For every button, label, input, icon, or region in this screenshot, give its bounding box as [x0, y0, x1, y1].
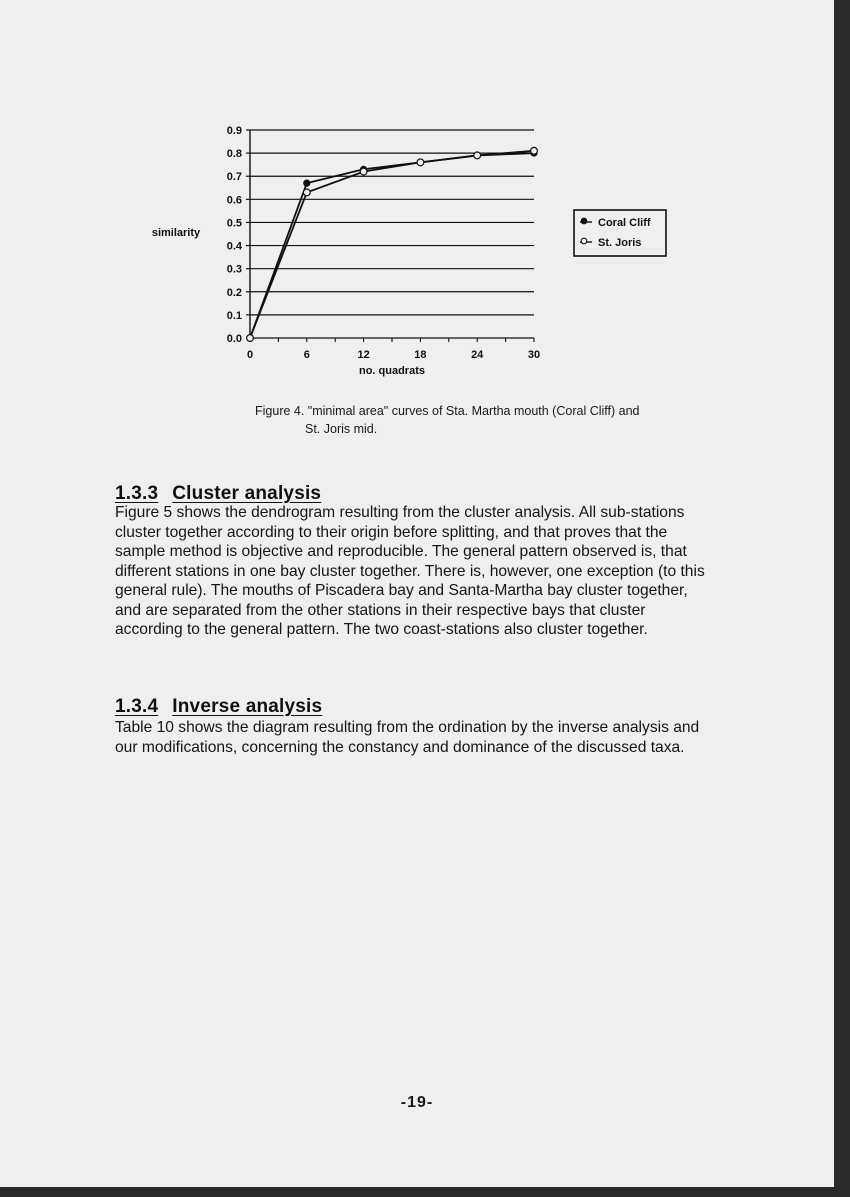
x-tick-label: 30: [527, 349, 541, 361]
section-title: Cluster analysis: [172, 483, 322, 504]
y-tick-label: 0.7: [226, 171, 242, 184]
y-tick-label: 0.9: [226, 125, 242, 137]
y-tick-label: 0.2: [226, 286, 242, 299]
y-tick-label: 0.5: [226, 217, 242, 230]
y-tick-label: 0.0: [226, 333, 242, 345]
inverse-analysis-paragraph: Table 10 shows the diagram resulting from the ordination by the inverse analysis and our modifications, concerning the constancy and dominance of the discussed taxa.: [115, 719, 700, 756]
x-tick-label: 12: [357, 349, 370, 361]
y-tick-label: 0.1: [226, 309, 242, 322]
y-tick-label: 0.6: [226, 194, 242, 207]
data-point: [474, 152, 481, 159]
legend-marker: [581, 238, 587, 244]
x-axis-title: no. quadrats: [358, 365, 426, 377]
section-number: 1.3.4: [115, 696, 159, 717]
y-axis-title: similarity: [151, 227, 201, 239]
legend-marker: [581, 218, 587, 224]
x-tick-label: 24: [471, 349, 484, 361]
x-tick-label: 6: [303, 349, 310, 361]
page-number: -19-: [400, 1094, 434, 1111]
data-point: [531, 147, 538, 154]
data-point: [304, 180, 310, 186]
section-heading-cluster-analysis: [115, 483, 321, 505]
figure-caption: [255, 402, 675, 438]
series-line-st-joris: [250, 151, 534, 338]
caption-line-2: St. Joris mid.: [305, 422, 378, 436]
data-point: [417, 159, 424, 166]
section-number: 1.3.3: [115, 483, 159, 504]
cluster-analysis-paragraph: Figure 5 shows the dendrogram resulting from the cluster analysis. All sub-stations cluster together according to their origin before splitting, and that proves that the sample method is objective and reproducible. The general pattern observed is, that different stations in one bay cluster together. There is, however, one exception (to this general rule). The mouths of Piscadera bay and Santa-Martha bay cluster together, and are separated from the other stations in their respective bays that cluster according to the general pattern. The two coast-stations also cluster together.: [115, 504, 705, 638]
data-point: [360, 168, 367, 175]
caption-line-1: Figure 4. "minimal area" curves of Sta. Martha mouth (Coral Cliff) and: [255, 404, 640, 418]
legend-label: Coral Cliff: [598, 217, 651, 229]
y-tick-label: 0.8: [226, 148, 242, 161]
y-tick-label: 0.3: [226, 263, 242, 276]
minimal-area-figure: [110, 118, 670, 448]
legend-label: St. Joris: [598, 237, 642, 249]
section-heading-inverse-analysis: [115, 696, 322, 718]
x-tick-label: 0: [246, 349, 254, 361]
section-title: Inverse analysis: [172, 696, 323, 717]
data-point: [247, 335, 254, 342]
y-tick-label: 0.4: [226, 240, 242, 253]
x-tick-label: 18: [414, 349, 427, 361]
data-point: [303, 189, 310, 196]
similarity-line-chart: [110, 118, 670, 388]
